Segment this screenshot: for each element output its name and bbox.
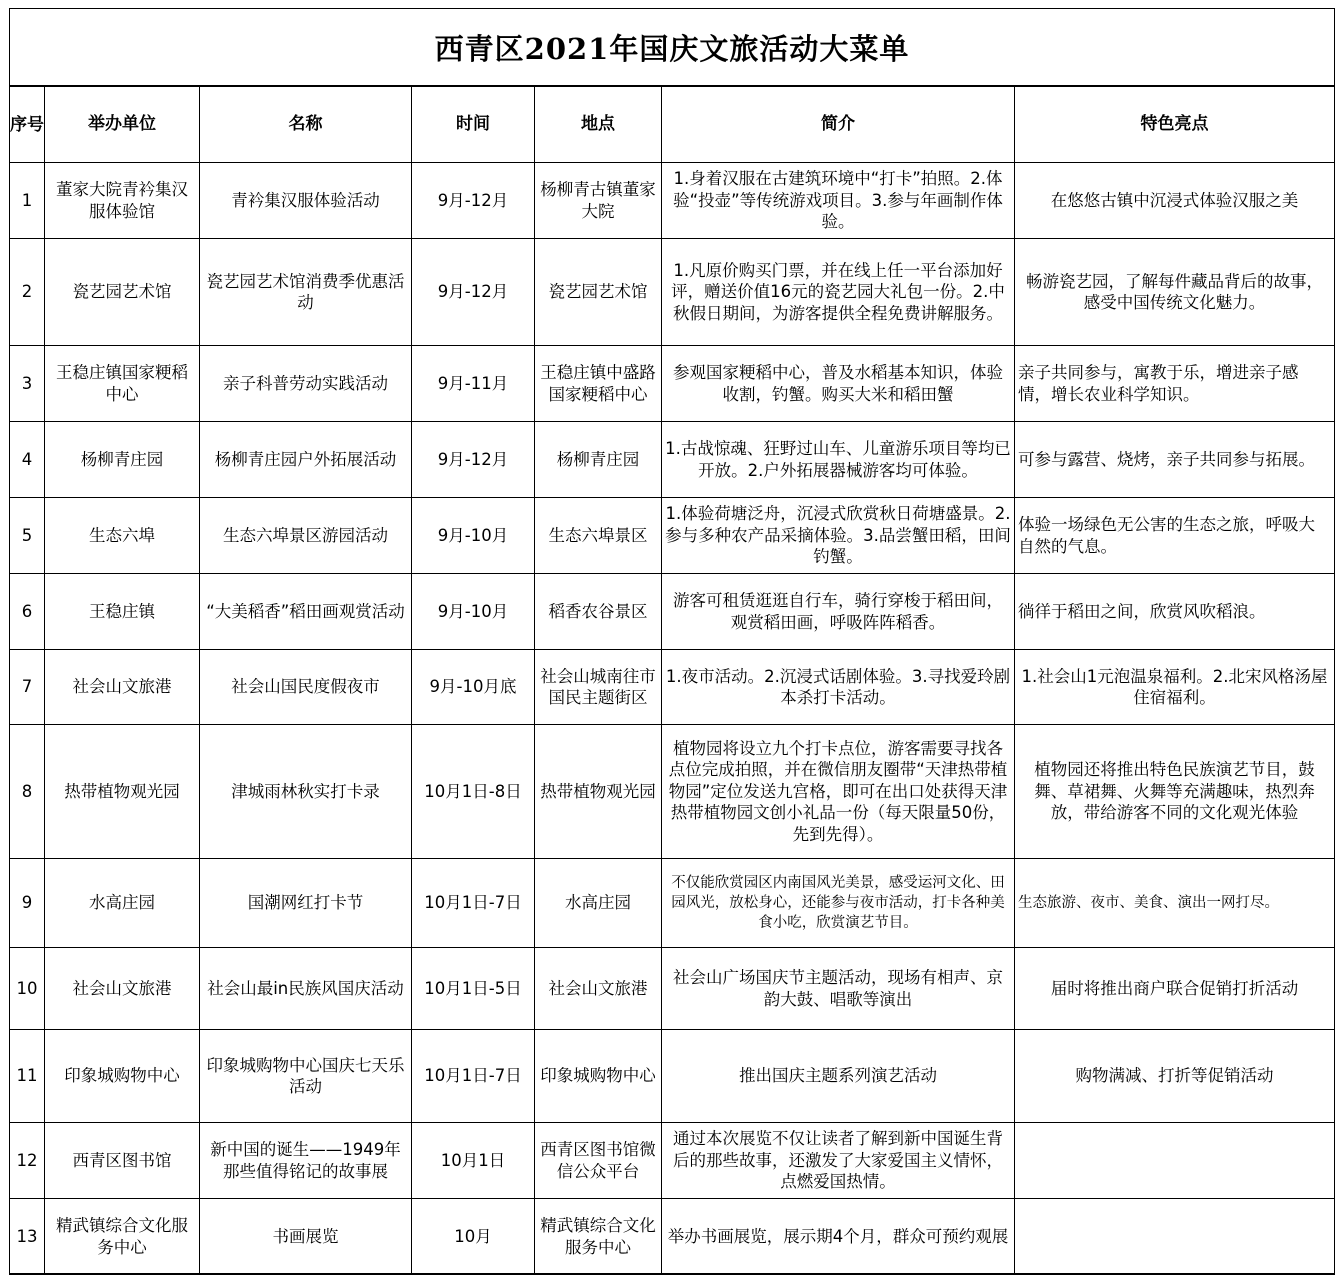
cell-organizer: 社会山文旅港	[45, 948, 200, 1030]
cell-highlight	[1015, 1199, 1335, 1275]
cell-location: 印象城购物中心	[535, 1030, 662, 1123]
cell-seq: 5	[10, 498, 45, 574]
cell-name: 杨柳青庄园户外拓展活动	[200, 422, 412, 498]
header-organizer: 举办单位	[45, 87, 200, 163]
cell-time: 9月-10月	[412, 574, 535, 650]
cell-highlight: 生态旅游、夜市、美食、演出一网打尽。	[1015, 859, 1335, 948]
cell-intro: 1.体验荷塘泛舟，沉浸式欣赏秋日荷塘盛景。2.参与多种农产品采摘体验。3.品尝蟹田稻，田间钓蟹。	[662, 498, 1015, 574]
cell-name: 津城雨林秋实打卡录	[200, 725, 412, 859]
cell-location: 西青区图书馆微信公众平台	[535, 1123, 662, 1199]
cell-intro: 社会山广场国庆节主题活动，现场有相声、京韵大鼓、唱歌等演出	[662, 948, 1015, 1030]
table-row	[10, 859, 1335, 948]
activity-table	[9, 86, 1335, 1275]
cell-intro: 参观国家粳稻中心，普及水稻基本知识，体验收割，钓蟹。购买大米和稻田蟹	[662, 346, 1015, 422]
cell-name: 社会山国民度假夜市	[200, 650, 412, 725]
cell-highlight: 亲子共同参与，寓教于乐，增进亲子感情，增长农业科学知识。	[1015, 346, 1335, 422]
cell-location: 稻香农谷景区	[535, 574, 662, 650]
table-header-row	[10, 87, 1335, 163]
cell-time: 10月	[412, 1199, 535, 1275]
cell-location: 热带植物观光园	[535, 725, 662, 859]
cell-seq: 9	[10, 859, 45, 948]
cell-organizer: 杨柳青庄园	[45, 422, 200, 498]
cell-time: 9月-10月	[412, 498, 535, 574]
cell-time: 9月-12月	[412, 239, 535, 346]
header-location: 地点	[535, 87, 662, 163]
cell-seq: 6	[10, 574, 45, 650]
cell-time: 9月-12月	[412, 163, 535, 239]
cell-seq: 1	[10, 163, 45, 239]
cell-intro: 游客可租赁逛逛自行车，骑行穿梭于稻田间，观赏稻田画，呼吸阵阵稻香。	[662, 574, 1015, 650]
cell-time: 10月1日-7日	[412, 859, 535, 948]
cell-organizer: 王稳庄镇国家粳稻中心	[45, 346, 200, 422]
cell-name: 生态六埠景区游园活动	[200, 498, 412, 574]
cell-time: 10月1日-8日	[412, 725, 535, 859]
cell-organizer: 西青区图书馆	[45, 1123, 200, 1199]
cell-organizer: 热带植物观光园	[45, 725, 200, 859]
cell-seq: 3	[10, 346, 45, 422]
table-row	[10, 346, 1335, 422]
cell-name: 印象城购物中心国庆七天乐活动	[200, 1030, 412, 1123]
cell-organizer: 印象城购物中心	[45, 1030, 200, 1123]
cell-name: 亲子科普劳动实践活动	[200, 346, 412, 422]
cell-intro: 植物园将设立九个打卡点位，游客需要寻找各点位完成拍照，并在微信朋友圈带“天津热带植物园”定位发送九宫格，即可在出口处获得天津热带植物园文创小礼品一份（每天限量50份，先到先得）。	[662, 725, 1015, 859]
cell-name: 书画展览	[200, 1199, 412, 1275]
cell-location: 社会山文旅港	[535, 948, 662, 1030]
cell-highlight: 畅游瓷艺园，了解每件藏品背后的故事，感受中国传统文化魅力。	[1015, 239, 1335, 346]
cell-location: 生态六埠景区	[535, 498, 662, 574]
cell-seq: 10	[10, 948, 45, 1030]
table-row	[10, 1123, 1335, 1199]
table-row	[10, 163, 1335, 239]
cell-organizer: 生态六埠	[45, 498, 200, 574]
cell-location: 精武镇综合文化服务中心	[535, 1199, 662, 1275]
cell-location: 杨柳青古镇董家大院	[535, 163, 662, 239]
cell-time: 10月1日-5日	[412, 948, 535, 1030]
cell-intro: 通过本次展览不仅让读者了解到新中国诞生背后的那些故事，还激发了大家爱国主义情怀，点燃爱国热情。	[662, 1123, 1015, 1199]
cell-organizer: 董家大院青衿集汉服体验馆	[45, 163, 200, 239]
cell-highlight: 在悠悠古镇中沉浸式体验汉服之美	[1015, 163, 1335, 239]
cell-intro: 1.古战惊魂、狂野过山车、儿童游乐项目等均已开放。2.户外拓展器械游客均可体验。	[662, 422, 1015, 498]
table-row	[10, 422, 1335, 498]
header-time: 时间	[412, 87, 535, 163]
table-row	[10, 239, 1335, 346]
cell-highlight: 植物园还将推出特色民族演艺节目，鼓舞、草裙舞、火舞等充满趣味，热烈奔放，带给游客不同的文化观光体验	[1015, 725, 1335, 859]
cell-intro: 1.夜市活动。2.沉浸式话剧体验。3.寻找爱玲剧本杀打卡活动。	[662, 650, 1015, 725]
page-title: 西青区2021年国庆文旅活动大菜单	[10, 9, 1334, 86]
cell-name: 社会山最in民族风国庆活动	[200, 948, 412, 1030]
cell-highlight: 届时将推出商户联合促销打折活动	[1015, 948, 1335, 1030]
activity-menu-sheet	[9, 8, 1335, 1274]
table-row	[10, 574, 1335, 650]
table-row	[10, 1030, 1335, 1123]
table-row	[10, 498, 1335, 574]
cell-seq: 12	[10, 1123, 45, 1199]
header-seq: 序号	[10, 87, 45, 163]
cell-highlight: 徜徉于稻田之间，欣赏风吹稻浪。	[1015, 574, 1335, 650]
cell-organizer: 精武镇综合文化服务中心	[45, 1199, 200, 1275]
table-row	[10, 650, 1335, 725]
cell-time: 9月-11月	[412, 346, 535, 422]
cell-seq: 4	[10, 422, 45, 498]
header-highlight: 特色亮点	[1015, 87, 1335, 163]
cell-highlight: 体验一场绿色无公害的生态之旅，呼吸大自然的气息。	[1015, 498, 1335, 574]
cell-location: 瓷艺园艺术馆	[535, 239, 662, 346]
cell-time: 10月1日	[412, 1123, 535, 1199]
cell-highlight: 可参与露营、烧烤，亲子共同参与拓展。	[1015, 422, 1335, 498]
cell-organizer: 社会山文旅港	[45, 650, 200, 725]
table-row	[10, 1199, 1335, 1275]
table-row	[10, 725, 1335, 859]
cell-time: 10月1日-7日	[412, 1030, 535, 1123]
cell-time: 9月-10月底	[412, 650, 535, 725]
cell-intro: 1.凡原价购买门票，并在线上任一平台添加好评，赠送价值16元的瓷艺园大礼包一份。2.中秋假日期间，为游客提供全程免费讲解服务。	[662, 239, 1015, 346]
cell-seq: 13	[10, 1199, 45, 1275]
cell-seq: 7	[10, 650, 45, 725]
table-row	[10, 948, 1335, 1030]
cell-organizer: 水高庄园	[45, 859, 200, 948]
cell-name: “大美稻香”稻田画观赏活动	[200, 574, 412, 650]
cell-highlight: 购物满减、打折等促销活动	[1015, 1030, 1335, 1123]
cell-intro: 不仅能欣赏园区内南国风光美景，感受运河文化、田园风光，放松身心，还能参与夜市活动，打卡各种美食小吃，欣赏演艺节目。	[662, 859, 1015, 948]
cell-name: 国潮网红打卡节	[200, 859, 412, 948]
cell-intro: 举办书画展览，展示期4个月，群众可预约观展	[662, 1199, 1015, 1275]
cell-location: 杨柳青庄园	[535, 422, 662, 498]
cell-name: 青衿集汉服体验活动	[200, 163, 412, 239]
cell-seq: 11	[10, 1030, 45, 1123]
cell-seq: 8	[10, 725, 45, 859]
header-name: 名称	[200, 87, 412, 163]
cell-name: 瓷艺园艺术馆消费季优惠活动	[200, 239, 412, 346]
cell-location: 水高庄园	[535, 859, 662, 948]
header-intro: 简介	[662, 87, 1015, 163]
cell-name: 新中国的诞生——1949年那些值得铭记的故事展	[200, 1123, 412, 1199]
cell-location: 社会山城南往市国民主题街区	[535, 650, 662, 725]
cell-organizer: 瓷艺园艺术馆	[45, 239, 200, 346]
cell-organizer: 王稳庄镇	[45, 574, 200, 650]
cell-location: 王稳庄镇中盛路国家粳稻中心	[535, 346, 662, 422]
cell-seq: 2	[10, 239, 45, 346]
cell-highlight	[1015, 1123, 1335, 1199]
cell-time: 9月-12月	[412, 422, 535, 498]
cell-intro: 1.身着汉服在古建筑环境中“打卡”拍照。2.体验“投壶”等传统游戏项目。3.参与年画制作体验。	[662, 163, 1015, 239]
cell-highlight: 1.社会山1元泡温泉福利。2.北宋风格汤屋住宿福利。	[1015, 650, 1335, 725]
cell-intro: 推出国庆主题系列演艺活动	[662, 1030, 1015, 1123]
